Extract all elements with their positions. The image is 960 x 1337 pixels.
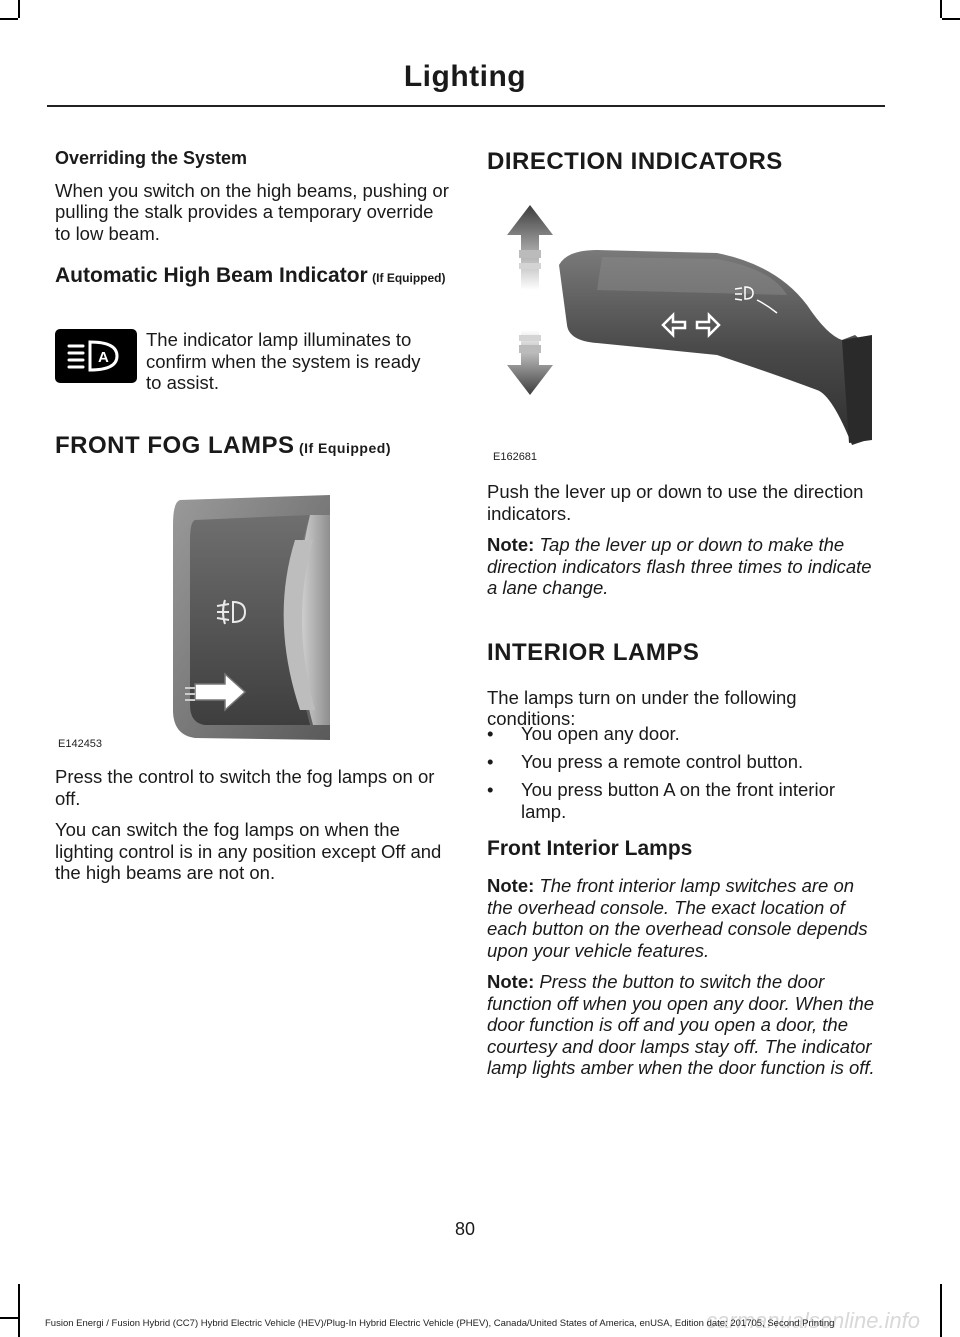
auto-high-beam-icon bbox=[55, 329, 137, 383]
page-title: Lighting bbox=[403, 60, 527, 93]
interior-lamps-heading: INTERIOR LAMPS bbox=[487, 638, 700, 666]
front-interior-note-2: Note: Press the button to switch the door function off when you open any door. When the door function is off and you open a door, the courtesy and door lamps stay off. The indicator lamp lights amber when the door function is off. bbox=[487, 971, 875, 1078]
fog-lamp-control-illustration bbox=[55, 480, 445, 755]
direction-stalk-illustration bbox=[487, 195, 882, 467]
crop-mark bbox=[18, 1284, 20, 1337]
page-number: 80 bbox=[454, 1219, 476, 1239]
auto-high-beam-heading: Automatic High Beam Indicator (If Equipped) bbox=[55, 264, 446, 287]
fog-body-1: Press the control to switch the fog lamps on or off. bbox=[55, 766, 435, 809]
direction-note: Note: Tap the lever up or down to make the direction indicators flash three times to indicate a lane change. bbox=[487, 534, 872, 598]
fog-body-2: You can switch the fog lamps on when the lighting control is in any position except Off and the high beams are not on. bbox=[55, 819, 442, 883]
override-heading: Overriding the System bbox=[55, 148, 248, 168]
crop-mark bbox=[18, 0, 20, 18]
crop-mark bbox=[0, 18, 18, 20]
override-body: When you switch on the high beams, pushing or pulling the stalk provides a temporary override to low beam. bbox=[55, 179, 449, 244]
watermark: carmanualsonline.info bbox=[706, 1308, 921, 1333]
footer-text: Fusion Energi / Fusion Hybrid (CC7) Hybrid Electric Vehicle (HEV)/Plug-In Hybrid Electric Vehicle (PHEV), Canada/United States of America, enUSA, Edition date: 201705, Second Printing bbox=[45, 1318, 835, 1329]
front-interior-note-1: Note: The front interior lamp switches are on the overhead console. The exact location of each button on the overhead console depends upon your vehicle features. bbox=[487, 875, 868, 961]
crop-mark bbox=[940, 0, 942, 18]
direction-body: Push the lever up or down to use the direction indicators. bbox=[487, 481, 864, 524]
fog-heading: FRONT FOG LAMPS (If Equipped) bbox=[55, 432, 391, 459]
svg-text:A: A bbox=[98, 349, 109, 366]
crop-mark bbox=[0, 1317, 18, 1319]
front-interior-lamps-heading: Front Interior Lamps bbox=[487, 837, 693, 860]
crop-mark bbox=[942, 18, 960, 20]
fog-figure-code: E142453 bbox=[58, 738, 103, 750]
header-divider bbox=[47, 105, 885, 107]
direction-indicators-heading: DIRECTION INDICATORS bbox=[487, 148, 783, 175]
direction-figure-code: E162681 bbox=[493, 451, 538, 463]
auto-high-beam-body: The indicator lamp illuminates to confirm when the system is ready to assist. bbox=[146, 329, 421, 393]
crop-mark bbox=[940, 1284, 942, 1337]
interior-body: The lamps turn on under the following conditions: bbox=[487, 686, 797, 729]
